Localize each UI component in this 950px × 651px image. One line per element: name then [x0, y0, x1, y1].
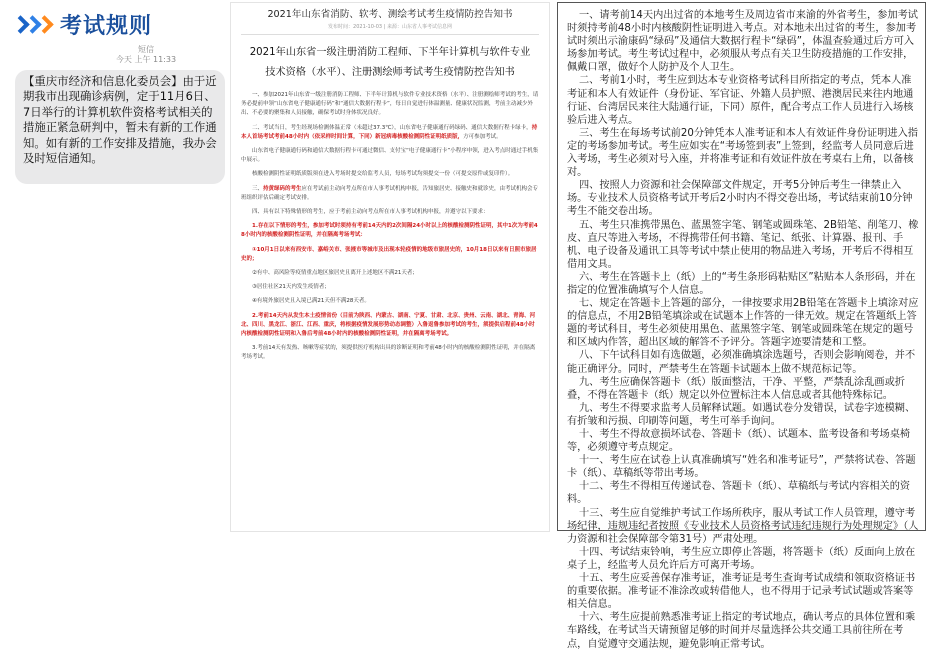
paragraph-text: 3.考前14天有发热、咳嗽等症状的，须提供医疗机构出具的诊断证明和考前48小时内的核酸检测阴性证明，并在隔离考场考试。 [241, 345, 536, 361]
rule-paragraph: 九、考生不得要求监考人员解释试题。如遇试卷分发错误，试卷字迹模糊、有折皱和污损、印刷等问题，考生可举手询问。 [567, 402, 916, 427]
slide-title: 考试规则 [60, 13, 153, 39]
notice-page-title: 2021年山东省消防、软考、测绘考试考生疫情防控告知书 [267, 9, 513, 20]
highlighted-text: 2.考前14天内从发生本土疫情省份（目前为陕西、内蒙古、湖南、宁夏、甘肃、北京、贵州、云南、湖北、青海、河北、四川、黑龙江、浙江、江西、重庆，将根据疫情发展形势动态调整）入鲁返鲁参加考试的考生，须提供启程前48小时内核酸检测阴性证明和入鲁后考前48小时内的核酸检测阴性证明，并在隔离考场考试。 [241, 312, 536, 338]
notice-paragraph [241, 147, 539, 165]
sms-sender: 短信 [138, 45, 154, 54]
exam-rules-body [567, 9, 920, 651]
sms-message-bubble: 【重庆市经济和信息化委员会】由于近期我市出现确诊病例，定于11月6日、7日举行的计算机软件资格考试相关的措施正紧急研判中，暂未有新的工作通知。如有新的工作安排及措施，我办会及时短信通知。 [15, 70, 225, 184]
slide-header [14, 8, 152, 40]
notice-document-screenshot [230, 2, 550, 532]
rule-paragraph: 十四、考试结束铃响，考生应立即停止答题，将答题卡（纸）反面向上放在桌子上，经监考人员允许后方可离开考场。 [567, 546, 916, 571]
highlighted-text: 1.存在以下情形的考生，参加考试时须持有考前14天内的2次间隔24小时以上的核酸检测阴性证明，其中1次为考前48小时内的核酸检测阴性证明，并在隔离考场考试： [241, 223, 538, 239]
rule-paragraph: 十三、考生应自觉维护考试工作场所秩序，服从考试工作人员管理，遵守考场纪律，违规违纪者按照《专业技术人员资格考试违纪违规行为处理规定》（人力资源和社会保障部令第31号）严肃处理。 [567, 507, 919, 545]
notice-paragraph [241, 297, 539, 306]
notice-paragraph [241, 344, 539, 362]
paragraph-text: ④有境外旅居史且入境已满21天但不满28天者。 [252, 298, 370, 305]
highlighted-text: 持本人首场考试考前48小时内（依采样时间计算，下同）新冠病毒核酸检测阴性证明纸质版， [241, 124, 538, 140]
notice-paragraph [241, 269, 539, 278]
notice-paragraph [241, 246, 539, 264]
notice-paragraph [241, 124, 539, 142]
highlighted-text: 持黄绿码的考生 [263, 185, 302, 192]
rule-paragraph: 九、考生应确保答题卡（纸）版面整洁，干净、平整，严禁乱涂乱画或折叠，不得在答题卡（纸）规定以外位置标注本人信息或者其他特殊标记。 [567, 376, 905, 401]
rule-paragraph: 八、下午试科目如有选做题，必须准确填涂选题号，否则会影响阅卷，并不能正确评分。同时，严禁考生在答题卡试题本上做不规范标记等。 [567, 350, 916, 375]
rule-paragraph: 六、考生在答题卡上（纸）上的“考生条形码粘贴区”粘贴本人条形码，并在指定的位置准确填写个人信息。 [567, 271, 916, 296]
notice-paragraph [241, 312, 539, 340]
paragraph-text: 二、考试当日，考生经现场检测体温正常（未超过37.3℃），山东省电子健康通行码绿码、通信大数据行程卡绿卡， [252, 124, 532, 131]
rule-paragraph: 十二、考生不得相互传递试卷、答题卡（纸）、草稿纸与考试内容相关的资料。 [567, 481, 911, 506]
highlighted-text: ①10月1日以来有西安市、嘉峪关市、张掖市等城市及出现本轮疫情的地级市旅居史的，10月18日以来有日照市旅居史的； [241, 246, 537, 262]
sms-timestamp: 今天 上午 11:33 [115, 55, 177, 64]
paragraph-text: ②有中、高风险等疫情重点地区旅居史且离开上述地区不满21天者； [252, 270, 418, 277]
rule-paragraph: 一、请考前14天内出过省的本地考生及周边省市来渝的外省考生，参加考试时须持考前48小时内核酸阴性证明进入考点。对本地未出过省的考生，参加考试时须出示渝康码“绿码”及通信大数据行程卡“绿码”，体温查验通过后方可入场参加考试。考生考试过程中，必须服从考点有关卫生防疫措施的工作安排，佩戴口罩，做好个人防护及个人卫生。 [567, 10, 918, 74]
paragraph-text: 三、 [252, 185, 264, 192]
divider [241, 34, 539, 35]
rule-paragraph: 十、考生不得故意损坏试卷、答题卡（纸）、试题本、监考设备和考场桌椅等，必须遵守考点规定。 [567, 429, 911, 454]
notice-paragraph [241, 170, 539, 179]
rule-paragraph: 四、按照人力资源和社会保障部文件规定，开考5分钟后考生一律禁止入场。专业技术人员资格考试开考后2小时内不得交卷出场，考试结束前10分钟考生不能交卷出场。 [567, 180, 913, 218]
notice-source-line: 发布时间：2021-10-03 | 来源：山东省人事考试信息网 [328, 24, 452, 30]
rule-paragraph: 二、考前1小时，考生应到达本专业资格考试科目所指定的考点，凭本人准考证和本人有效证件（身份证、军官证、外籍人员护照、港澳居民来往内地通行证、台湾居民来往大陆通行证，下同）原件，配合考点工作人员进行入场核验后进入考点。 [567, 75, 914, 126]
notice-paragraph [241, 208, 539, 217]
notice-title: 2021年山东省一级注册消防工程师、下半年计算机与软件专业技术资格（水平）、注册测绘师考试考生疫情防控告知书 [249, 47, 531, 78]
paragraph-text: 四、具有以下特殊情形的考生，应于考前主动向考点所在市人事考试机构申报，并遵守以下要求： [252, 209, 489, 216]
paragraph-text: 一、参加2021年山东省一级注册消防工程师、下半年计算机与软件专业技术资格（水平）、注册测绘师考试的考生，请务必提前申领“山东省电子健康通行码”和“通信大数据行程卡”，每日自觉进行体温测量、健康状况监测，考前主动减少外出、不必要的聚集和人员接触，确保考试时身体状况良好。 [241, 92, 539, 117]
exam-rules-document-screenshot [557, 2, 926, 650]
rule-paragraph: 十六、考生应提前熟悉准考证上指定的考试地点，确认考点的具体位置和乘车路线，在考试当天请预留足够的时间并尽量选择公共交通工具前往所在考点，自觉遵守交通法规，避免影响正常考试。 [567, 612, 916, 650]
notice-paragraph [241, 185, 539, 203]
rule-paragraph: 五、考生只准携带黑色、蓝黑签字笔、钢笔或圆珠笔、2B铅笔、削笔刀、橡皮、直尺等进入考场，不得携带任何书籍、笔记、纸张、计算器、报刊、手机、电子设备及通讯工具等考试中禁止使用的物品进入考场，开考后不得相互借用文具。 [567, 219, 919, 270]
rule-paragraph: 七、规定在答题卡上答题的部分，一律按要求用2B铅笔在答题卡上填涂对应的信息点，不用2B铅笔填涂或在试题本上作答的一律无效。规定在答题纸上答题的考试科目，考生必须使用黑色、蓝黑签字笔、钢笔或圆珠笔在规定的题号和区域内作答，超出区域的解答不予评分。答题字迹要清楚和工整。 [567, 298, 919, 349]
paragraph-text: 核酸检测阴性证明纸质版须在进入考场时提交给监考人员，每场考试均须提交一份（可提交原件或复印件）。 [252, 171, 514, 178]
rule-paragraph: 十一、考生应在试卷上认真准确填写“姓名和准考证号”，严禁将试卷、答题卡（纸）、草稿纸等带出考场。 [567, 455, 916, 480]
paragraph-text: 山东省电子健康通行码和通信大数据行程卡可通过微信、支付宝“电子健康通行卡”小程序申领，进入考点时通过手机集中展示。 [241, 148, 539, 164]
paragraph-text: ③居住社区21天内发生疫情者； [252, 284, 330, 291]
paragraph-text: 方可参加考试。 [463, 133, 502, 140]
rule-paragraph: 十五、考生应妥善保存准考证，准考证是考生查询考试成绩和领取资格证书的重要依据。准考证不准涂改或转借他人，也不得用于记录考试试题或答案等相关信息。 [567, 573, 916, 611]
notice-paragraph [241, 283, 539, 292]
paragraph-text: 应在考试前主动向考点所在市人事考试机构申报，告知旅居史、接触史和就诊史，由考试机构会专班组织评估后确定考试安排。 [241, 185, 539, 201]
notice-body [241, 91, 539, 363]
rule-paragraph: 三、考生在每场考试前20分钟凭本人准考证和本人有效证件身份证明进入指定的考场参加考试。考生应如实在“考场签到表”上签到，经监考人员同意后进入考场，考生必须对号入座，并将准考证和有效证件放在考桌右上角，以备核对。 [567, 127, 918, 179]
notice-paragraph [241, 91, 539, 119]
chevron-arrows-icon [14, 18, 50, 31]
notice-paragraph [241, 222, 539, 240]
